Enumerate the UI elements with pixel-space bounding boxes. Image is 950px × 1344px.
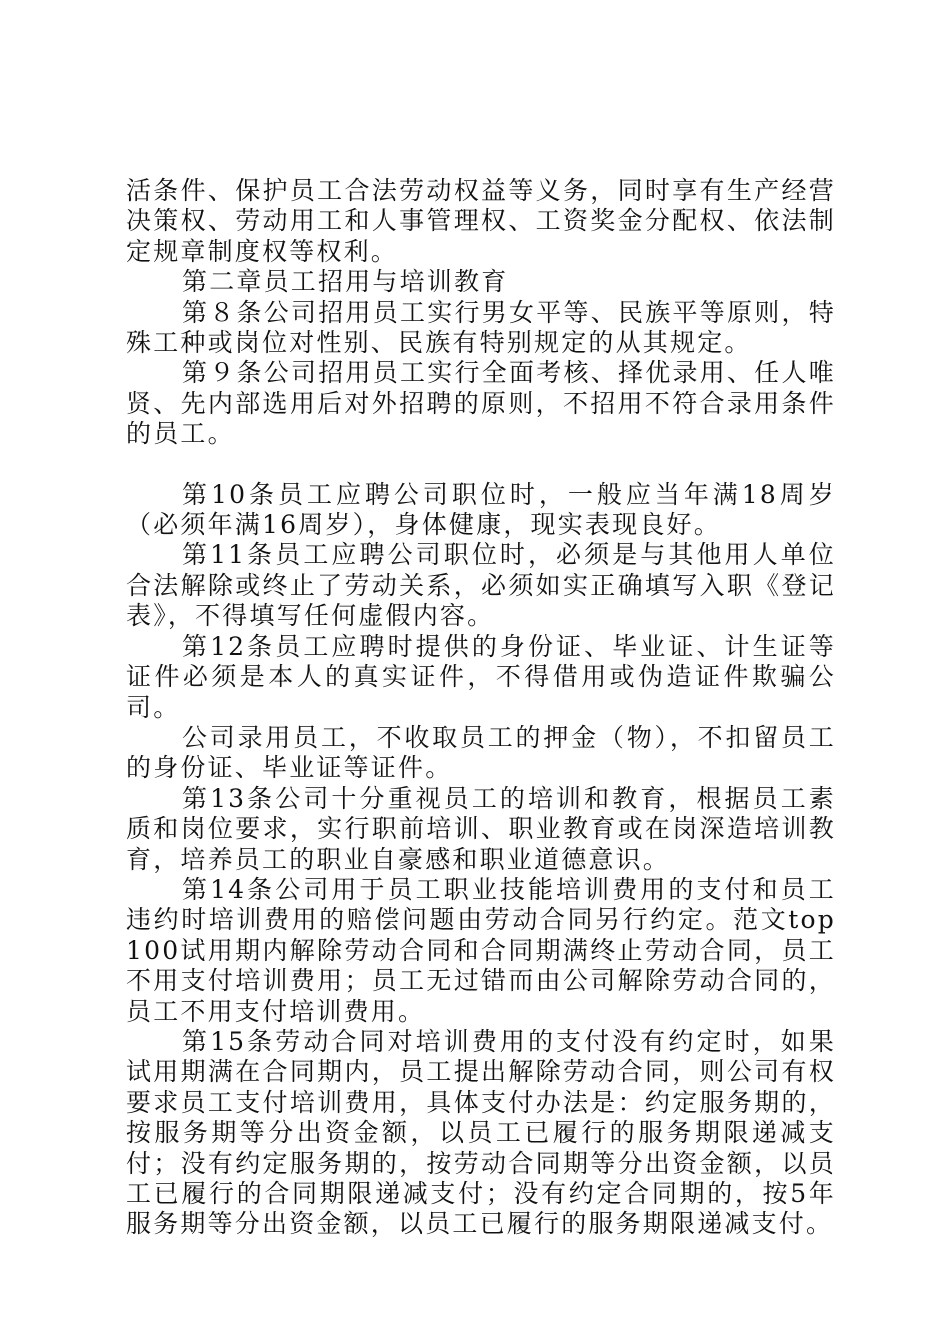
article-11: 第11条员工应聘公司职位时，必须是与其他用人单位合法解除或终止了劳动关系，必须如实正确填写入职《登记表》，不得填写任何虚假内容。 (126, 540, 836, 631)
chapter-heading: 第二章员工招用与培训教育 (182, 267, 509, 297)
article-10: 第10条员工应聘公司职位时，一般应当年满18周岁（必须年满16周岁），身体健康，现实表现良好。 (126, 479, 836, 540)
paragraph-continuation: 活条件、保护员工合法劳动权益等义务，同时享有生产经营决策权、劳动用工和人事管理权、工资奖金分配权、依法制定规章制度权等权利。 (126, 176, 836, 266)
article-9: 第９条公司招用员工实行全面考核、择优录用、任人唯贤、先内部选用后对外招聘的原则，不招用不符合录用条件的员工。 (126, 358, 836, 449)
deposit-paragraph: 公司录用员工，不收取员工的押金（物），不扣留员工的身份证、毕业证等证件。 (126, 722, 836, 783)
article-13: 第13条公司十分重视员工的培训和教育，根据员工素质和岗位要求，实行职前培训、职业教育或在岗深造培训教育，培养员工的职业自豪感和职业道德意识。 (126, 783, 836, 874)
document-body (126, 176, 836, 1240)
article-12: 第12条员工应聘时提供的身份证、毕业证、计生证等证件必须是本人的真实证件，不得借用或伪造证件欺骗公司。 (126, 631, 836, 722)
article-14: 第14条公司用于员工职业技能培训费用的支付和员工违约时培训费用的赔偿问题由劳动合同另行约定。范文top100试用期内解除劳动合同和合同期满终止劳动合同，员工不用支付培训费用；员工无过错而由公司解除劳动合同的，员工不用支付培训费用。 (126, 874, 836, 1026)
article-15: 第15条劳动合同对培训费用的支付没有约定时，如果试用期满在合同期内，员工提出解除劳动合同，则公司有权要求员工支付培训费用，具体支付办法是：约定服务期的，按服务期等分出资金额，以员工已履行的服务期限递减支付；没有约定服务期的，按劳动合同期等分出资金额，以员工已履行的合同期限递减支付；没有约定合同期的，按5年服务期等分出资金额，以员工已履行的服务期限递减支付。 (126, 1026, 836, 1239)
article-8: 第８条公司招用员工实行男女平等、民族平等原则，特殊工种或岗位对性别、民族有特别规定的从其规定。 (126, 297, 836, 358)
